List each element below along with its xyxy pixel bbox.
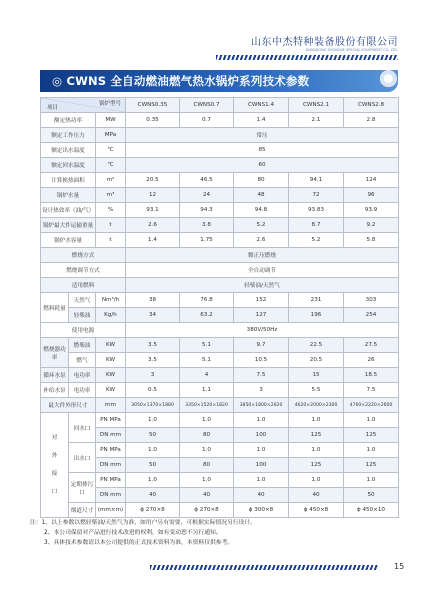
value-cell: 1.75	[180, 233, 234, 248]
value-cell: 196	[289, 308, 344, 323]
value-cell: 1.1	[180, 383, 234, 398]
page-number: 15	[394, 562, 405, 571]
row-label: 最大件外形尺寸	[41, 398, 96, 413]
value-cell: 4620×2000×2300	[289, 398, 344, 413]
value-cell: 1.4	[126, 233, 180, 248]
value-cell: 254	[344, 308, 399, 323]
value-cell: 48	[234, 188, 289, 203]
spec-table	[40, 97, 399, 518]
value-cell: 76.8	[180, 293, 234, 308]
unit-cell: PN MPa	[96, 473, 126, 488]
value-cell: ϕ 450×8	[289, 503, 344, 518]
note-line-3: 3、具体技术参数请以本公司提供的正式技术资料为准，本资料仅供参考。	[44, 540, 234, 546]
banner-emblem-icon	[378, 69, 404, 93]
span-value-cell: 微正压燃烧	[126, 248, 399, 263]
value-cell: 0.5	[126, 383, 180, 398]
value-cell: 2.8	[344, 113, 399, 128]
row-label: 燃烧调节方式	[41, 263, 126, 278]
unit-cell: KW	[96, 368, 126, 383]
unit-cell: %	[96, 203, 126, 218]
row-label: 适用燃料	[41, 278, 126, 293]
table-row	[41, 128, 399, 143]
unit-cell: Nm³/h	[96, 293, 126, 308]
value-cell: 5.1	[180, 338, 234, 353]
row-label: 额定热功率	[41, 113, 96, 128]
value-cell: 2.6	[234, 233, 289, 248]
row-label: 燃烧方式	[41, 248, 126, 263]
model-header-cell: CWNS1.4	[234, 98, 289, 113]
value-cell: 34	[126, 308, 180, 323]
value-cell: 7.5	[344, 383, 399, 398]
table-row	[41, 293, 399, 308]
value-cell: 38	[126, 293, 180, 308]
table-row	[41, 473, 399, 488]
value-cell: 1.0	[344, 443, 399, 458]
section-title: ◎ CWNS 全自动燃油燃气热水锅炉系列技术参数	[52, 74, 310, 88]
note-line-2: 2、本公司保留对产品进行技术改进的权利，如有变动恕不另行通知。	[44, 530, 222, 536]
note-line-1: 1、以上参数以燃轻柴油/天然气为准，如用户另有需要，可根据实际情况另行设计。	[41, 520, 256, 526]
value-cell: 3050×1370×1880	[126, 398, 180, 413]
model-header-cell: CWNS2.1	[289, 98, 344, 113]
value-cell: 125	[344, 458, 399, 473]
unit-cell: DN mm	[96, 428, 126, 443]
value-cell: 96	[344, 188, 399, 203]
value-cell: 4	[180, 368, 234, 383]
unit-cell: KW	[96, 383, 126, 398]
corner-label-item: 项目	[47, 105, 59, 111]
model-header-cell: CWNS0.7	[180, 98, 234, 113]
value-cell: 5.2	[289, 233, 344, 248]
table-row	[41, 143, 399, 158]
table-row	[41, 173, 399, 188]
table-row	[41, 368, 399, 383]
value-cell: 5.1	[180, 353, 234, 368]
unit-cell: Kg/h	[96, 308, 126, 323]
value-cell: 63.2	[180, 308, 234, 323]
unit-cell: MPa	[96, 128, 126, 143]
value-cell: 94.8	[234, 203, 289, 218]
group-label: 燃料耗量	[41, 293, 69, 323]
value-cell: 1.0	[289, 473, 344, 488]
row-label: 锅炉最大件运输重量	[41, 218, 96, 233]
value-cell: 3	[126, 368, 180, 383]
value-cell: ϕ 450×10	[344, 503, 399, 518]
group-label: 补给水泵	[41, 383, 69, 398]
value-cell: 1.0	[126, 473, 180, 488]
decorative-stripe	[216, 55, 398, 60]
value-cell: 15	[289, 368, 344, 383]
table-row	[41, 233, 399, 248]
section-banner	[40, 70, 398, 92]
table-row	[41, 413, 399, 428]
value-cell: 1.0	[180, 473, 234, 488]
value-cell: 3850×1800×2020	[234, 398, 289, 413]
model-header-cell: CWNS0.35	[126, 98, 180, 113]
row-label: 额定回水温度	[41, 158, 96, 173]
value-cell: 1.0	[180, 443, 234, 458]
unit-cell: DN mm	[96, 488, 126, 503]
unit-cell: t	[96, 218, 126, 233]
footnotes	[30, 518, 256, 548]
value-cell: ϕ 270×8	[180, 503, 234, 518]
unit-cell: t	[96, 233, 126, 248]
value-cell: 125	[289, 428, 344, 443]
value-cell: 3.8	[180, 218, 234, 233]
value-cell: 3350×1520×1820	[180, 398, 234, 413]
value-cell: 80	[234, 173, 289, 188]
value-cell: 20.5	[126, 173, 180, 188]
sub-label: 燃气	[69, 353, 96, 368]
unit-cell: DN mm	[96, 458, 126, 473]
value-cell: 1.0	[289, 413, 344, 428]
table-row	[41, 188, 399, 203]
unit-cell: m²	[96, 173, 126, 188]
value-cell: ϕ 300×8	[234, 503, 289, 518]
unit-cell: MW	[96, 113, 126, 128]
value-cell: 1.0	[180, 413, 234, 428]
value-cell: 152	[234, 293, 289, 308]
group-label: 燃烧器功率	[41, 338, 69, 368]
unit-cell: ℃	[96, 143, 126, 158]
value-cell: 231	[289, 293, 344, 308]
value-cell: 9.7	[234, 338, 289, 353]
table-row	[41, 278, 399, 293]
unit-cell: PN MPa	[96, 413, 126, 428]
value-cell: 8.7	[289, 218, 344, 233]
value-cell: 1.0	[289, 443, 344, 458]
unit-cell: mm	[96, 398, 126, 413]
company-name-en: SHANDONG ZHONGJIE SPECIAL EQUIPMENT CO.,LTD.	[305, 48, 398, 52]
value-cell: 125	[289, 458, 344, 473]
value-cell: 26	[344, 353, 399, 368]
sub-label: 电功率	[69, 383, 96, 398]
table-row	[41, 113, 399, 128]
value-cell: 3	[234, 383, 289, 398]
unit-cell: m³	[96, 188, 126, 203]
table-row	[41, 248, 399, 263]
unit-cell: ℃	[96, 158, 126, 173]
unit-cell: (mm×m)	[96, 503, 126, 518]
table-row	[41, 218, 399, 233]
value-cell: 303	[344, 293, 399, 308]
sub-label: 烟道尺寸	[69, 503, 96, 518]
value-cell: 93.83	[289, 203, 344, 218]
value-cell: 27.5	[344, 338, 399, 353]
row-label: 锅炉水容量	[41, 233, 96, 248]
sub-label: 天然气	[69, 293, 96, 308]
table-row	[41, 308, 399, 323]
value-cell: 22.5	[289, 338, 344, 353]
value-cell: 1.4	[234, 113, 289, 128]
value-cell: 100	[234, 458, 289, 473]
value-cell: 10.5	[234, 353, 289, 368]
sub-label: 定期排污口	[69, 473, 96, 503]
value-cell: ϕ 270×8	[126, 503, 180, 518]
value-cell: 24	[180, 188, 234, 203]
value-cell: 1.0	[344, 473, 399, 488]
span-value-cell: 常压	[126, 128, 399, 143]
span-value-cell: 60	[126, 158, 399, 173]
sub-label: 燃柴油	[69, 338, 96, 353]
sub-label: 出水口	[69, 443, 96, 473]
value-cell: 94.1	[289, 173, 344, 188]
table-row	[41, 323, 399, 338]
unit-cell: KW	[96, 338, 126, 353]
decorative-stripe-bottom	[150, 565, 378, 570]
group-label: 对外接口	[41, 413, 69, 518]
row-label: 计算换热面积	[41, 173, 96, 188]
value-cell: 1.0	[234, 413, 289, 428]
value-cell: 40	[234, 488, 289, 503]
value-cell: 127	[234, 308, 289, 323]
table-row	[41, 203, 399, 218]
table-row	[41, 443, 399, 458]
company-name: 山东中杰特种装备股份有限公司	[251, 37, 398, 48]
table-row	[41, 158, 399, 173]
value-cell: 7.5	[234, 368, 289, 383]
value-cell: 2.6	[126, 218, 180, 233]
value-cell: 3.5	[126, 353, 180, 368]
value-cell: 5.8	[344, 233, 399, 248]
row-label: 额定出水温度	[41, 143, 96, 158]
value-cell: 46.5	[180, 173, 234, 188]
table-row	[41, 263, 399, 278]
value-cell: 50	[126, 428, 180, 443]
corner-header-cell	[41, 98, 126, 113]
value-cell: 5.2	[234, 218, 289, 233]
value-cell: 20.5	[289, 353, 344, 368]
value-cell: 40	[180, 488, 234, 503]
row-label: 设计热效率（油/气）	[41, 203, 96, 218]
value-cell: 40	[289, 488, 344, 503]
value-cell: 50	[344, 488, 399, 503]
value-cell: 124	[344, 173, 399, 188]
sub-label: 电功率	[69, 368, 96, 383]
value-cell: 1.0	[126, 443, 180, 458]
value-cell: 12	[126, 188, 180, 203]
value-cell: 1.0	[126, 413, 180, 428]
value-cell: 2.1	[289, 113, 344, 128]
value-cell: 40	[126, 488, 180, 503]
value-cell: 1.0	[344, 413, 399, 428]
notes-prefix: 注：	[30, 520, 42, 526]
value-cell: 9.2	[344, 218, 399, 233]
value-cell: 0.7	[180, 113, 234, 128]
value-cell: 3.5	[126, 338, 180, 353]
row-label: 锅炉水量	[41, 188, 96, 203]
table-row	[41, 353, 399, 368]
sub-label: 回水口	[69, 413, 96, 443]
value-cell: 5.5	[289, 383, 344, 398]
span-value-cell: 全自动调节	[126, 263, 399, 278]
value-cell: 4760×2220×2600	[344, 398, 399, 413]
unit-cell: PN MPa	[96, 443, 126, 458]
model-header-cell: CWNS2.8	[344, 98, 399, 113]
value-cell: 18.5	[344, 368, 399, 383]
value-cell: 94.3	[180, 203, 234, 218]
value-cell: 93.1	[126, 203, 180, 218]
value-cell: 100	[234, 428, 289, 443]
unit-cell: KW	[96, 353, 126, 368]
span-value-cell: 380V/50Hz	[126, 323, 399, 338]
span-value-cell: 85	[126, 143, 399, 158]
span-value-cell: 轻柴油/天然气	[126, 278, 399, 293]
value-cell: 1.0	[234, 443, 289, 458]
value-cell: 1.0	[234, 473, 289, 488]
sub-label: 轻柴油	[69, 308, 96, 323]
row-label: 使用电源	[41, 323, 126, 338]
value-cell: 93.9	[344, 203, 399, 218]
table-row	[41, 398, 399, 413]
table-row	[41, 503, 399, 518]
corner-label-model: 锅炉型号	[98, 101, 121, 107]
table-row	[41, 383, 399, 398]
value-cell: 72	[289, 188, 344, 203]
value-cell: 125	[344, 428, 399, 443]
row-label: 额定工作压力	[41, 128, 96, 143]
value-cell: 80	[180, 458, 234, 473]
value-cell: 0.35	[126, 113, 180, 128]
table-row	[41, 338, 399, 353]
value-cell: 80	[180, 428, 234, 443]
table-row	[41, 98, 399, 113]
group-label: 循环水泵	[41, 368, 69, 383]
value-cell: 50	[126, 458, 180, 473]
